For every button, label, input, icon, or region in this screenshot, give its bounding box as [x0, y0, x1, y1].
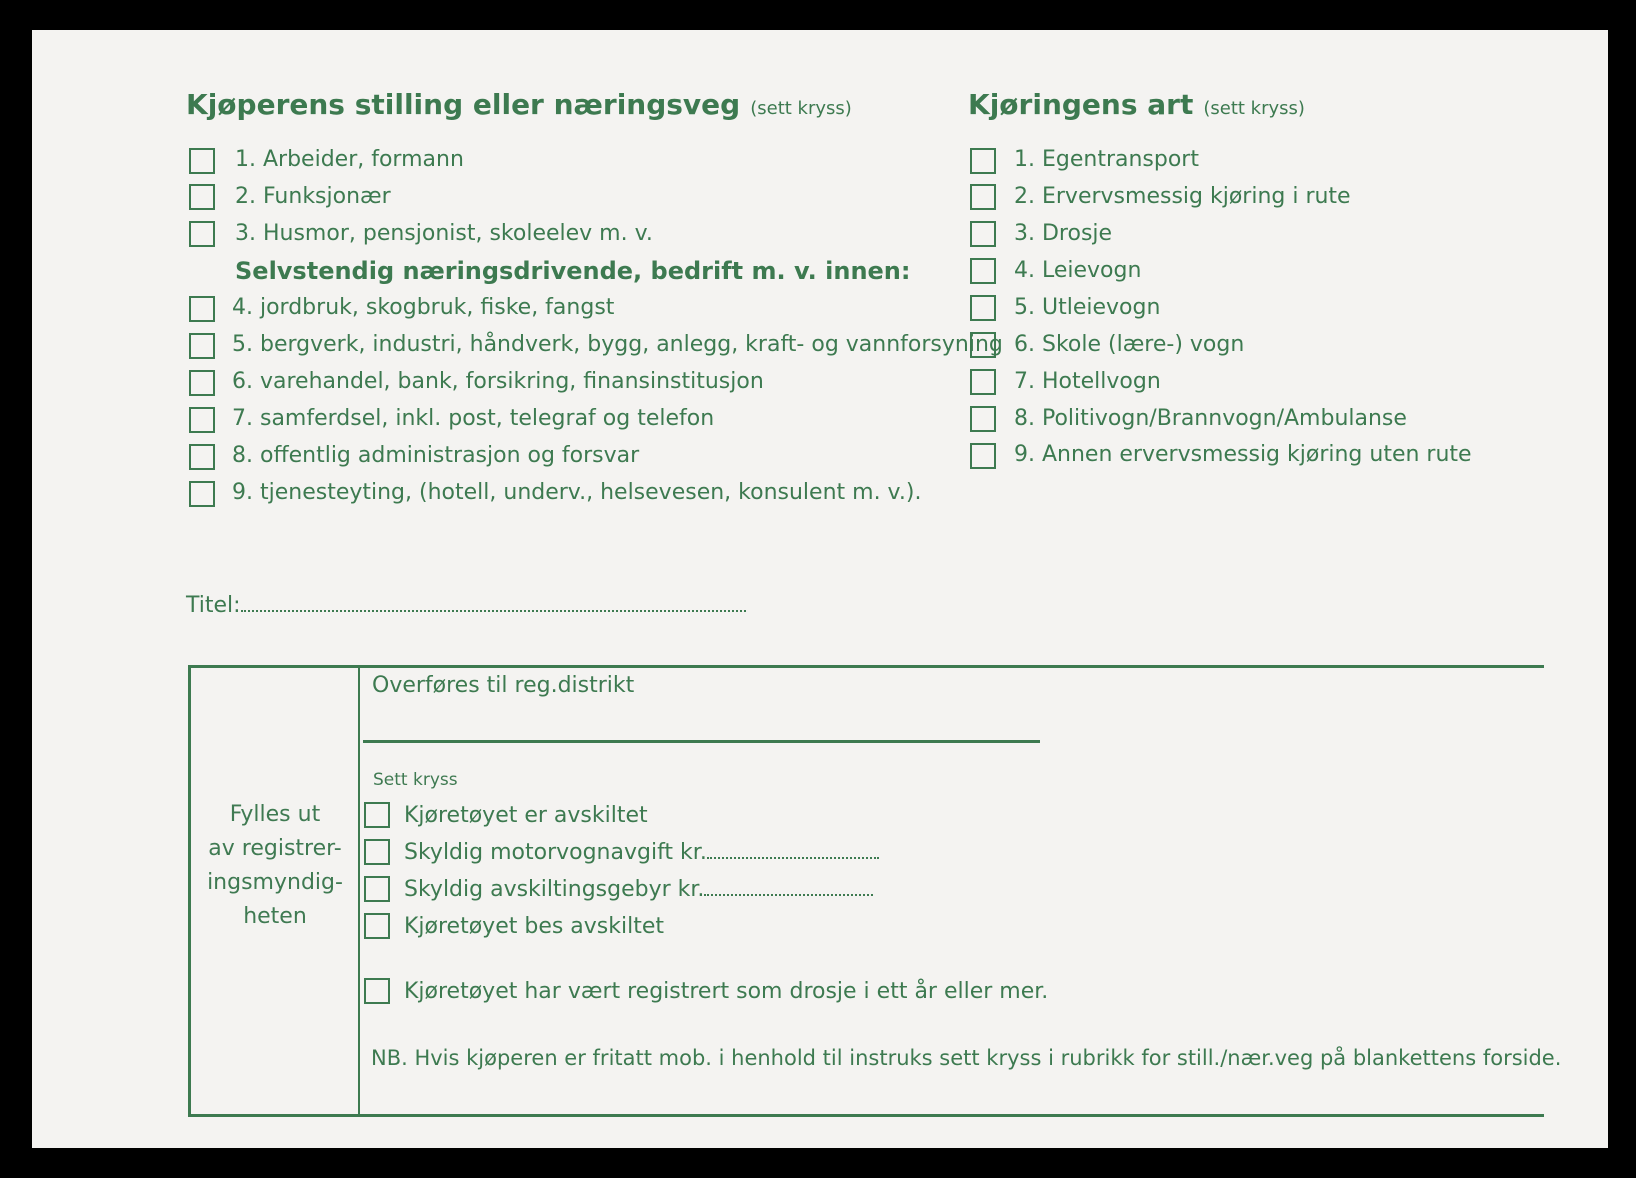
occupation-checkbox-8[interactable] [189, 444, 215, 470]
driving-checkbox-5[interactable] [970, 295, 996, 321]
occupation-label-2: 2. Funksjonær [235, 184, 391, 209]
buyer-occupation-hint: (sett kryss) [750, 98, 852, 119]
request-deregister-checkbox[interactable] [364, 913, 390, 939]
occupation-checkbox-3[interactable] [189, 221, 215, 247]
titel-dotted-line[interactable] [241, 592, 746, 612]
box-top-border [189, 665, 1544, 668]
occupation-checkbox-5[interactable] [189, 333, 215, 359]
registration-authority-note [196, 798, 354, 934]
driving-label-2: 2. Ervervsmessig kjøring i rute [1014, 184, 1351, 209]
occupation-checkbox-1[interactable] [189, 148, 215, 174]
transfer-district-label: Overføres til reg.distrikt [372, 673, 635, 698]
deregistered-label: Kjøretøyet er avskiltet [404, 803, 648, 828]
nb-note: NB. Hvis kjøperen er fritatt mob. i henhold til instruks sett kryss i rubrikk for still./nær.veg på blankettens forside. [371, 1046, 1562, 1070]
occupation-label-4: 4. jordbruk, skogbruk, fiske, fangst [232, 295, 615, 320]
transfer-district-line[interactable] [363, 740, 1040, 743]
taxi-year-checkbox[interactable] [364, 978, 390, 1004]
vehicle-tax-amount-line[interactable] [707, 841, 879, 859]
occupation-label-9: 9. tjenesteyting, (hotell, underv., helsevesen, konsulent m. v.). [232, 480, 922, 505]
plate-fee-label: Skyldig avskiltingsgebyr kr. [404, 877, 705, 902]
titel-field [186, 592, 746, 618]
box-divider [358, 665, 360, 1117]
box-left-border [188, 665, 191, 1117]
driving-label-9: 9. Annen ervervsmessig kjøring uten rute [1014, 442, 1472, 467]
driving-label-8: 8. Politivogn/Brannvogn/Ambulanse [1014, 406, 1407, 431]
buyer-occupation-heading [186, 88, 852, 121]
driving-checkbox-8[interactable] [970, 406, 996, 432]
side-line-2: av registrer- [208, 836, 342, 861]
occupation-checkbox-2[interactable] [189, 184, 215, 210]
driving-checkbox-2[interactable] [970, 184, 996, 210]
occupation-checkbox-4[interactable] [189, 296, 215, 322]
occupation-label-1: 1. Arbeider, formann [235, 147, 464, 172]
driving-checkbox-4[interactable] [970, 258, 996, 284]
plate-fee-field [404, 877, 873, 902]
occupation-label-6: 6. varehandel, bank, forsikring, finansinstitusjon [232, 369, 764, 394]
self-employed-subheading: Selvstendig næringsdrivende, bedrift m. v. innen: [235, 257, 911, 285]
driving-type-title: Kjøringens art [968, 88, 1194, 121]
driving-label-5: 5. Utleievogn [1014, 295, 1161, 320]
side-line-1: Fylles ut [229, 802, 321, 827]
driving-checkbox-1[interactable] [970, 148, 996, 174]
driving-checkbox-6[interactable] [970, 332, 996, 358]
vehicle-tax-label: Skyldig motorvognavgift kr. [404, 840, 707, 865]
taxi-year-label: Kjøretøyet har vært registrert som drosje i ett år eller mer. [404, 979, 1049, 1004]
driving-label-1: 1. Egentransport [1014, 147, 1199, 172]
occupation-label-7: 7. samferdsel, inkl. post, telegraf og telefon [232, 406, 715, 431]
occupation-checkbox-9[interactable] [189, 481, 215, 507]
plate-fee-checkbox[interactable] [364, 876, 390, 902]
titel-label: Titel: [186, 593, 241, 618]
driving-checkbox-7[interactable] [970, 369, 996, 395]
occupation-checkbox-7[interactable] [189, 407, 215, 433]
driving-label-7: 7. Hotellvogn [1014, 369, 1161, 394]
occupation-label-3: 3. Husmor, pensjonist, skoleelev m. v. [235, 221, 653, 246]
occupation-label-5: 5. bergverk, industri, håndverk, bygg, anlegg, kraft- og vannforsyning [232, 332, 1003, 357]
side-line-4: heten [243, 904, 307, 929]
occupation-checkbox-6[interactable] [189, 370, 215, 396]
vehicle-tax-checkbox[interactable] [364, 839, 390, 865]
plate-fee-amount-line[interactable] [704, 878, 873, 896]
driving-label-3: 3. Drosje [1014, 221, 1113, 246]
driving-checkbox-3[interactable] [970, 221, 996, 247]
driving-label-6: 6. Skole (lære-) vogn [1014, 332, 1245, 357]
vehicle-tax-field [404, 840, 879, 865]
occupation-label-8: 8. offentlig administrasjon og forsvar [232, 443, 640, 468]
buyer-occupation-title: Kjøperens stilling eller næringsveg [186, 88, 741, 121]
box-bottom-border [189, 1114, 1544, 1117]
request-deregister-label: Kjøretøyet bes avskiltet [404, 914, 665, 939]
deregistered-checkbox[interactable] [364, 802, 390, 828]
check-hint: Sett kryss [373, 770, 458, 790]
driving-type-hint: (sett kryss) [1203, 98, 1305, 119]
side-line-3: ingsmyndig- [207, 870, 343, 895]
driving-label-4: 4. Leievogn [1014, 258, 1142, 283]
driving-type-heading [968, 88, 1305, 121]
driving-checkbox-9[interactable] [970, 443, 996, 469]
